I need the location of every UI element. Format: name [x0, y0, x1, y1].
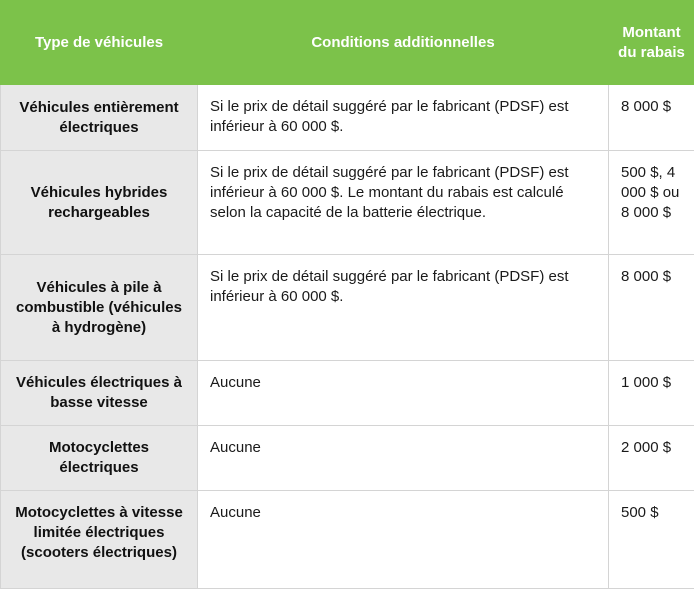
header-vehicle-type: Type de véhicules	[1, 1, 198, 85]
header-conditions: Conditions additionnelles	[198, 1, 609, 85]
table-header	[1, 1, 694, 85]
table-row	[1, 85, 694, 151]
vehicle-type-cell: Véhicules entièrement électriques	[1, 85, 198, 151]
vehicle-type-cell: Motocyclettes à vitesse limitée électriques (scooters électriques)	[1, 491, 198, 589]
table-row	[1, 255, 694, 361]
vehicle-type-cell: Véhicules à pile à combustible (véhicules à hydrogène)	[1, 255, 198, 361]
conditions-cell: Si le prix de détail suggéré par le fabricant (PDSF) est inférieur à 60 000 $.	[198, 85, 609, 151]
amount-cell: 8 000 $	[609, 85, 694, 151]
table-body	[1, 85, 694, 589]
table-row	[1, 361, 694, 426]
conditions-cell: Si le prix de détail suggéré par le fabricant (PDSF) est inférieur à 60 000 $.	[198, 255, 609, 361]
amount-cell: 2 000 $	[609, 426, 694, 491]
vehicle-type-cell: Motocyclettes électriques	[1, 426, 198, 491]
conditions-cell: Aucune	[198, 491, 609, 589]
table-row	[1, 151, 694, 255]
conditions-cell: Aucune	[198, 426, 609, 491]
amount-cell: 1 000 $	[609, 361, 694, 426]
conditions-cell: Aucune	[198, 361, 609, 426]
header-amount: Montant du rabais	[609, 1, 694, 85]
vehicle-type-cell: Véhicules électriques à basse vitesse	[1, 361, 198, 426]
amount-cell: 8 000 $	[609, 255, 694, 361]
conditions-cell: Si le prix de détail suggéré par le fabricant (PDSF) est inférieur à 60 000 $. Le montant du rabais est calculé selon la capacité de la batterie électrique.	[198, 151, 609, 255]
amount-cell: 500 $, 4 000 $ ou 8 000 $	[609, 151, 694, 255]
vehicle-type-cell: Véhicules hybrides rechargeables	[1, 151, 198, 255]
table-row	[1, 426, 694, 491]
amount-cell: 500 $	[609, 491, 694, 589]
table-row	[1, 491, 694, 589]
header-row	[1, 1, 694, 85]
